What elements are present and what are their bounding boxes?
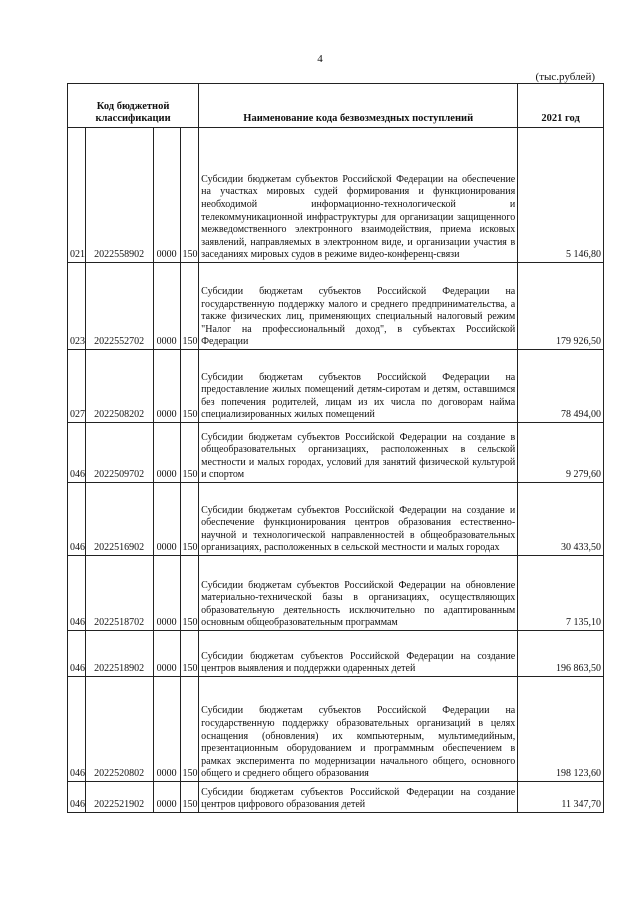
revenue-name-cell: Субсидии бюджетам субъектов Российской Федерации на создание центров цифрового образования детей bbox=[199, 782, 518, 813]
revenue-code-cell: 2022518902 bbox=[85, 631, 153, 677]
table-row bbox=[68, 782, 604, 813]
admin-code-cell: 046 bbox=[68, 631, 86, 677]
amount-cell: 196 863,50 bbox=[518, 631, 604, 677]
admin-code-cell: 046 bbox=[68, 483, 86, 556]
admin-code-cell: 027 bbox=[68, 350, 86, 423]
amount-cell: 198 123,60 bbox=[518, 677, 604, 782]
kind-code-cell: 150 bbox=[180, 782, 199, 813]
revenue-name-cell: Субсидии бюджетам субъектов Российской Федерации на создание в общеобразовательных организациях, расположенных в сельской местности и малых городах, условий для занятий физической культурой и спортом bbox=[199, 423, 518, 483]
kind-code-cell: 150 bbox=[180, 631, 199, 677]
amount-cell: 7 135,10 bbox=[518, 556, 604, 631]
subtype-code-cell: 0000 bbox=[153, 128, 180, 263]
kind-code-cell: 150 bbox=[180, 677, 199, 782]
revenue-code-cell: 2022516902 bbox=[85, 483, 153, 556]
kind-code-cell: 150 bbox=[180, 128, 199, 263]
budget-revenue-table bbox=[67, 83, 604, 813]
revenue-name-cell: Субсидии бюджетам субъектов Российской Федерации на государственную поддержку малого и среднего предпринимательства, а также физических лиц, применяющих специальный налоговый режим "Налог на профессиональный доход", в субъектах Российской Федерации bbox=[199, 263, 518, 350]
subtype-code-cell: 0000 bbox=[153, 556, 180, 631]
admin-code-cell: 046 bbox=[68, 556, 86, 631]
amount-cell: 179 926,50 bbox=[518, 263, 604, 350]
table-row bbox=[68, 263, 604, 350]
kind-code-cell: 150 bbox=[180, 263, 199, 350]
subtype-code-cell: 0000 bbox=[153, 677, 180, 782]
table-row bbox=[68, 556, 604, 631]
amount-cell: 5 146,80 bbox=[518, 128, 604, 263]
table-row bbox=[68, 423, 604, 483]
revenue-code-cell: 2022552702 bbox=[85, 263, 153, 350]
admin-code-cell: 046 bbox=[68, 423, 86, 483]
revenue-code-cell: 2022508202 bbox=[85, 350, 153, 423]
kind-code-cell: 150 bbox=[180, 556, 199, 631]
header-year: 2021 год bbox=[518, 84, 604, 128]
kind-code-cell: 150 bbox=[180, 350, 199, 423]
table-row bbox=[68, 631, 604, 677]
revenue-code-cell: 2022509702 bbox=[85, 423, 153, 483]
admin-code-cell: 021 bbox=[68, 128, 86, 263]
table-row bbox=[68, 677, 604, 782]
subtype-code-cell: 0000 bbox=[153, 263, 180, 350]
revenue-name-cell: Субсидии бюджетам субъектов Российской Федерации на предоставление жилых помещений детям-сиротам и детям, оставшимся без попечения родителей, лицам из их числа по договорам найма специализированных жилых помещений bbox=[199, 350, 518, 423]
amount-cell: 30 433,50 bbox=[518, 483, 604, 556]
amount-cell: 78 494,00 bbox=[518, 350, 604, 423]
header-budget-code: Код бюджетной классификации bbox=[68, 84, 199, 128]
admin-code-cell: 046 bbox=[68, 677, 86, 782]
revenue-name-cell: Субсидии бюджетам субъектов Российской Федерации на создание и обеспечение функционирования центров образования естественно-научной и технологической направленностей в общеобразовательных организациях, расположенных в сельской местности и малых городах bbox=[199, 483, 518, 556]
units-label: (тыс.рублей) bbox=[535, 71, 595, 83]
subtype-code-cell: 0000 bbox=[153, 423, 180, 483]
header-revenue-name: Наименование кода безвозмездных поступлений bbox=[199, 84, 518, 128]
revenue-code-cell: 2022520802 bbox=[85, 677, 153, 782]
table-row bbox=[68, 350, 604, 423]
table-row bbox=[68, 483, 604, 556]
kind-code-cell: 150 bbox=[180, 483, 199, 556]
revenue-code-cell: 2022518702 bbox=[85, 556, 153, 631]
revenue-name-cell: Субсидии бюджетам субъектов Российской Федерации на обновление материально-технической базы в организациях, осуществляющих образовательную деятельность исключительно по адаптированным основным общеобразовательным программам bbox=[199, 556, 518, 631]
revenue-name-cell: Субсидии бюджетам субъектов Российской Федерации на создание центров выявления и поддержки одаренных детей bbox=[199, 631, 518, 677]
subtype-code-cell: 0000 bbox=[153, 782, 180, 813]
revenue-name-cell: Субсидии бюджетам субъектов Российской Федерации на государственную поддержку образовательных организаций в целях оснащения (обновления) их компьютерным, мультимедийным, презентационным оборудованием и программным обеспечением в рамках эксперимента по модернизации начального общего, основного общего и среднего общего образования bbox=[199, 677, 518, 782]
table-header-row bbox=[68, 84, 604, 128]
admin-code-cell: 023 bbox=[68, 263, 86, 350]
subtype-code-cell: 0000 bbox=[153, 483, 180, 556]
amount-cell: 9 279,60 bbox=[518, 423, 604, 483]
amount-cell: 11 347,70 bbox=[518, 782, 604, 813]
revenue-code-cell: 2022558902 bbox=[85, 128, 153, 263]
subtype-code-cell: 0000 bbox=[153, 631, 180, 677]
page-number: 4 bbox=[317, 53, 323, 65]
revenue-name-cell: Субсидии бюджетам субъектов Российской Федерации на обеспечение на участках мировых судей формирования и функционирования необходимой информационно-технологической и телекоммуникационной инфраструктуры для организации защищенного межведомственного электронного взаимодействия, приема исковых заявлений, направляемых в электронном виде, и организации участия в заседаниях мировых судов в режиме видео-конференц-связи bbox=[199, 128, 518, 263]
revenue-code-cell: 2022521902 bbox=[85, 782, 153, 813]
admin-code-cell: 046 bbox=[68, 782, 86, 813]
table-row bbox=[68, 128, 604, 263]
subtype-code-cell: 0000 bbox=[153, 350, 180, 423]
kind-code-cell: 150 bbox=[180, 423, 199, 483]
